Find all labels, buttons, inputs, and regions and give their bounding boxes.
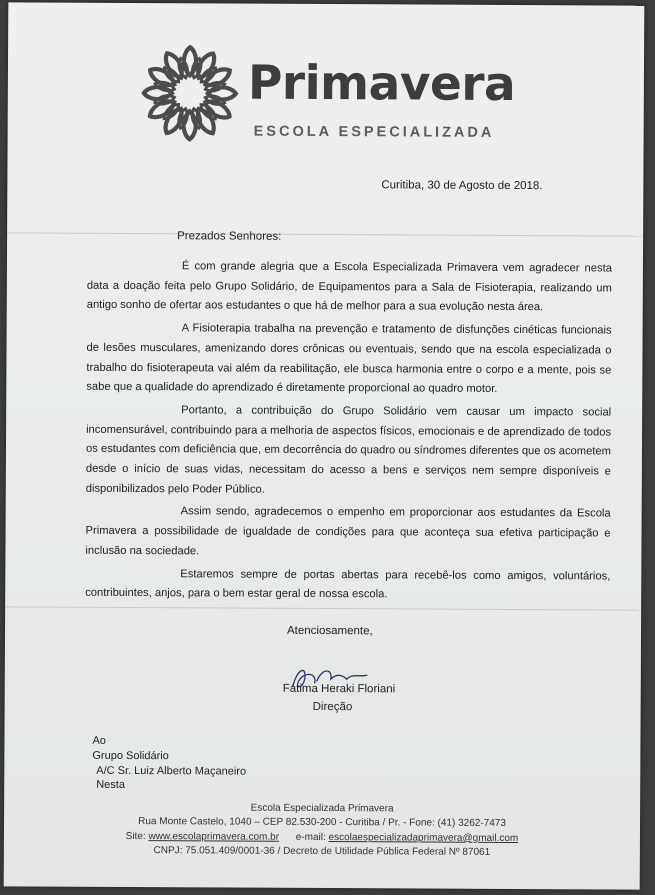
letter-page (4, 2, 645, 889)
letter-greeting: Prezados Senhores: (177, 230, 282, 243)
recipient-line: Nesta (96, 779, 126, 792)
body-paragraph: Portanto, a contribuição do Grupo Solidário vem causar um impacto social incomensurável, contribuindo para a melhoria de aspectos físicos, emocionais e de aprendizado de todos os estudantes com deficiência que, em decorrência do quadro ou síndromes diferentes que os acometem desde o início de suas vidas, necessitam do acesso a bens e serviços nem sempre disponíveis e disponibilizados pelo Poder Público. (85, 404, 612, 496)
recipient-line: Grupo Solidário (92, 749, 169, 762)
sunflower-icon (140, 43, 241, 144)
body-paragraph: Assim sendo, agradecemos o empenho em proporcionar aos estudantes da Escola Primavera a possibilidade de igualdade de condições para que aconteça sua efetiva participação e inclusão na sociedade. (85, 505, 611, 558)
recipient-block (92, 734, 246, 794)
letterhead-footer (4, 800, 640, 861)
paper-fold (7, 232, 643, 236)
letter-closing: Atenciosamente, (287, 624, 373, 638)
recipient-line: Ao (92, 734, 106, 747)
site-label: Site: (125, 830, 146, 842)
website-link[interactable]: www.escolaprimavera.com.br (148, 830, 280, 843)
body-paragraph: Estaremos sempre de portas abertas para recebê-los como amigos, voluntários, contribuintes, anjos, para o bem estar geral de nossa escola. (85, 567, 611, 601)
footer-address: Rua Monte Castelo, 1040 – CEP 82.530-200 - Curitiba / Pr. - Fone: (41) 3262-7473 (138, 816, 506, 830)
school-name: Primavera (247, 55, 516, 112)
letter-date: Curitiba, 30 de Agosto de 2018. (381, 179, 543, 193)
body-paragraph: É com grande alegria que a Escola Especializada Primavera vem agradecer nesta data a doação feita pelo Grupo Solidário, de Equipamentos para a Sala de Fisioterapia, realizando um antigo sonho de ofertar aos estudantes o que há de melhor para a sua evolução nesta área. (86, 260, 612, 314)
body-paragraph: A Fisioterapia trabalha na prevenção e tratamento de disfunções cinéticas funcionais de lesões musculares, amenizando dores crônicas ou eventuais, sendo que na escola especializada o trabalho do fisioterapeuta vai além da reabilitação, ele busca harmonia entre o corpo e a mente, pois se sabe que a qualidade do aprendizado é diretamente proporcional ao quadro motor. (86, 322, 612, 396)
signer-role: Direção (312, 700, 353, 714)
footer-school-name: Escola Especializada Primavera (250, 802, 394, 815)
signer-name: Fátima Heraki Floriani (282, 682, 396, 696)
recipient-line: A/C Sr. Luiz Alberto Maçaneiro (96, 764, 247, 778)
school-subtitle: ESCOLA ESPECIALIZADA (253, 123, 495, 141)
email-label: e-mail: (295, 831, 326, 843)
letter-body (85, 257, 612, 610)
footer-legal: CNPJ: 75.051.409/0001-36 / Decreto de Utilidade Pública Federal Nº 87061 (153, 845, 491, 859)
email-link[interactable]: escolaespecializadaprimavera@gmail.com (328, 831, 519, 844)
